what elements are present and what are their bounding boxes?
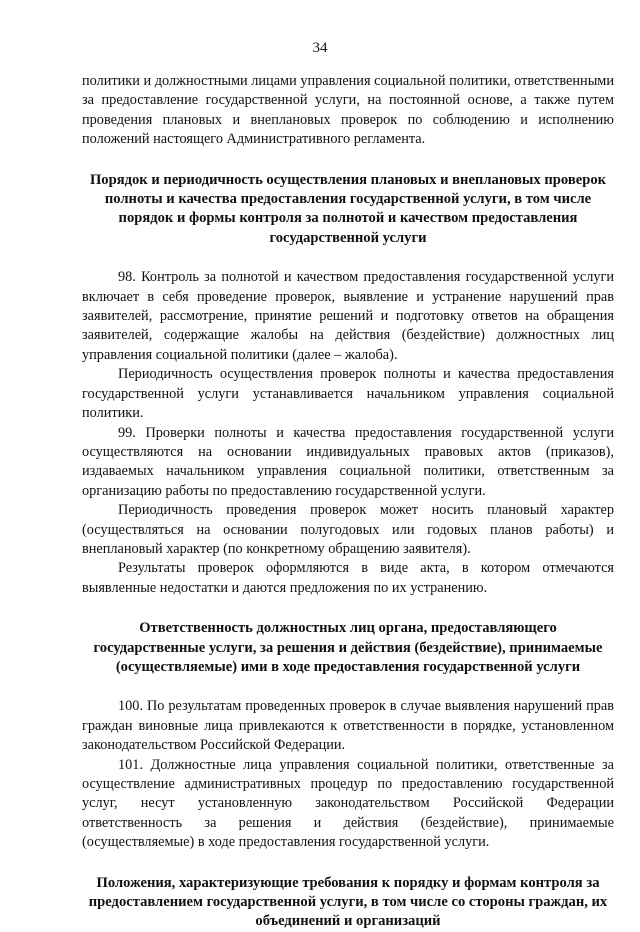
paragraph-99: 99. Проверки полноты и качества предоставления государственной услуги осуществляются на основании индивидуальных правовых актов (приказов), издаваемых начальником управления социальной политики, ответственным за организацию работы по предоставлению государственной услуги.: [82, 424, 614, 499]
paragraph-101: 101. Должностные лица управления социальной политики, ответственные за осуществление административных процедур по предоставлению государственной услуг, несут установленную законодательством Российской Федерации ответственность за решения и действия (бездействие), принимаемые (осуществляемые) в ходе предоставления государственной услуги.: [82, 756, 614, 851]
paragraph-98: 98. Контроль за полнотой и качеством предоставления государственной услуги включает в себя проведение проверок, выявление и устранение нарушений прав заявителей, рассмотрение, принятие решений и подготовку ответов на обращения заявителей, содержащие жалобы на действия (бездействие) должностных лиц управления социальной политики (далее – жалоба).: [82, 269, 614, 363]
page-number: 34: [312, 40, 328, 56]
paragraph-100: 100. По результатам проведенных проверок в случае выявления нарушений прав граждан виновные лица привлекаются к ответственности в порядке, установленном законодательством Российской Федерации.: [82, 698, 614, 754]
paragraph-periodicity: Периодичность осуществления проверок полноты и качества предоставления государственной услуги устанавливается начальником управления социальной политики.: [82, 366, 614, 422]
section-heading-inspections: Порядок и периодичность осуществления плановых и внеплановых проверок полноты и качества предоставления государственной услуги, в том числе порядок и формы контроля за полнотой и качеством предоставления государственной услуги: [89, 171, 607, 246]
paragraph-inspection-results: Результаты проверок оформляются в виде акта, в котором отмечаются выявленные недостатки и даются предложения по их устранению.: [82, 560, 614, 596]
section-heading-responsibility: Ответственность должностных лиц органа, предоставляющего государственные услуги, за решения и действия (бездействие), принимаемые (осуществляемые) ими в ходе предоставления государственной услуги: [93, 620, 603, 675]
intro-paragraph: политики и должностными лицами управления социальной политики, ответственными за предоставление государственной услуги, на постоянной основе, а также путем проведения плановых и внеплановых проверок по соблюдению и исполнению положений настоящего Административного регламента.: [82, 73, 614, 148]
paragraph-inspection-type: Периодичность проведения проверок может носить плановый характер (осуществляться на основании полугодовых или годовых планов работы) и внеплановый характер (по конкретному обращению заявителя).: [82, 502, 614, 557]
section-heading-control-provisions: Положения, характеризующие требования к порядку и формам контроля за предоставлением государственной услуги, в том числе со стороны граждан, их объединений и организаций: [88, 874, 608, 930]
document-body: [82, 72, 614, 932]
